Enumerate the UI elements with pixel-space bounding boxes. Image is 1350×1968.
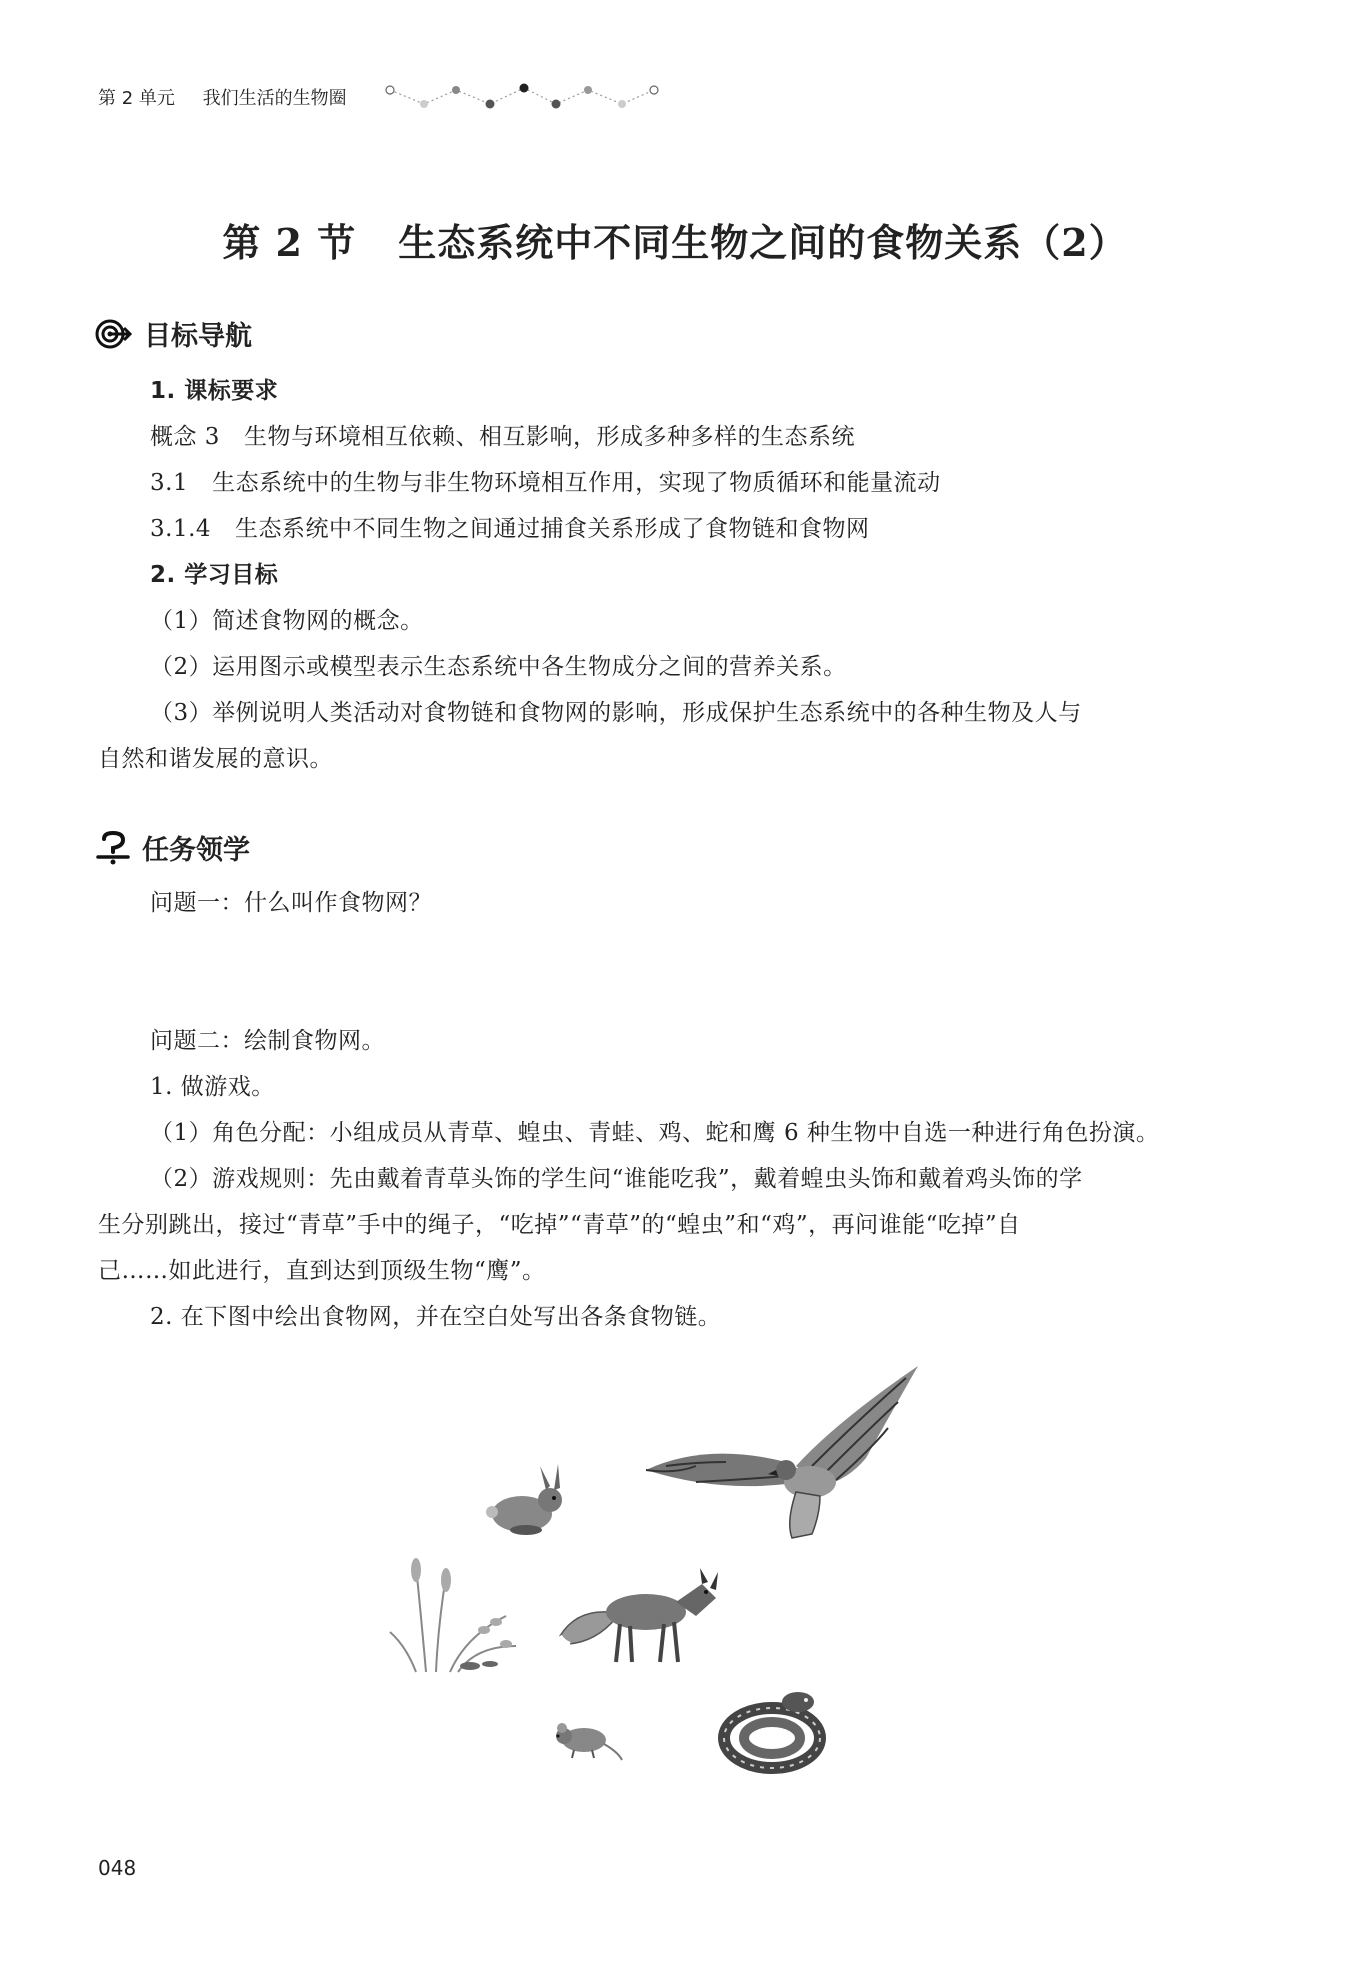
task-icon <box>94 831 132 865</box>
mouse-illustration <box>548 1716 624 1764</box>
concept-label: 概念 3 <box>150 424 220 450</box>
objective-2: （2）运用图示或模型表示生态系统中各生物成分之间的营养关系。 <box>150 654 847 680</box>
snake-illustration <box>716 1686 828 1778</box>
goals-heading-text: 目标导航 <box>144 321 252 352</box>
objective-3-line-1: （3）举例说明人类活动对食物链和食物网的影响，形成保护生态系统中的各种生物及人与 <box>150 700 1082 726</box>
game-rules-line-3: 己……如此进行，直到达到顶级生物“鹰”。 <box>98 1258 546 1284</box>
target-icon <box>94 317 134 351</box>
point-3-1-4-line <box>150 510 870 543</box>
tasks-heading <box>94 828 250 867</box>
goals-heading <box>94 314 252 353</box>
game-rules-line-2: 生分别跳出，接过“青草”手中的绳子，“吃掉”“青草”的“蝗虫”和“鸡”，再问谁能“吃掉”自 <box>98 1212 1021 1238</box>
concept-line <box>150 418 855 451</box>
running-header <box>98 84 369 110</box>
rabbit-illustration <box>478 1462 578 1542</box>
objective-3-line-2: 自然和谐发展的意识。 <box>98 746 333 772</box>
draw-instruction: 2. 在下图中绘出食物网，并在空白处写出各条食物链。 <box>150 1304 722 1330</box>
game-roles: （1）角色分配：小组成员从青草、蝗虫、青蛙、鸡、蛇和鹰 6 种生物中自选一种进行角色扮演。 <box>150 1120 1160 1146</box>
grass-illustration <box>386 1546 526 1676</box>
fox-illustration <box>556 1558 726 1668</box>
objectives-heading: 2. 学习目标 <box>150 562 279 588</box>
game-heading: 1. 做游戏。 <box>150 1074 275 1100</box>
section-title <box>0 212 1350 267</box>
decorative-dots <box>384 80 674 114</box>
point-3-1-line <box>150 464 941 497</box>
point-3-1-text: 生态系统中的生物与非生物环境相互作用，实现了物质循环和能量流动 <box>212 470 941 496</box>
objective-1: （1）简述食物网的概念。 <box>150 608 424 634</box>
point-3-1-label: 3.1 <box>150 470 189 496</box>
section-number: 第 2 节 <box>222 220 357 265</box>
hawk-illustration <box>636 1362 926 1552</box>
question-1: 问题一：什么叫作食物网？ <box>150 890 432 916</box>
game-rules-line-1: （2）游戏规则：先由戴着青草头饰的学生问“谁能吃我”，戴着蝗虫头饰和戴着鸡头饰的学 <box>150 1166 1083 1192</box>
question-2: 问题二：绘制食物网。 <box>150 1028 385 1054</box>
section-title-text: 生态系统中不同生物之间的食物关系（2） <box>398 220 1128 265</box>
page-number: 048 <box>98 1856 137 1880</box>
point-3-1-4-label: 3.1.4 <box>150 516 212 542</box>
tasks-heading-text: 任务领学 <box>142 835 250 866</box>
unit-title: 我们生活的生物圈 <box>202 88 347 109</box>
curriculum-heading: 1. 课标要求 <box>150 378 279 404</box>
point-3-1-4-text: 生态系统中不同生物之间通过捕食关系形成了食物链和食物网 <box>235 516 870 542</box>
concept-text: 生物与环境相互依赖、相互影响，形成多种多样的生态系统 <box>243 424 855 450</box>
unit-label: 第 2 单元 <box>98 88 175 109</box>
